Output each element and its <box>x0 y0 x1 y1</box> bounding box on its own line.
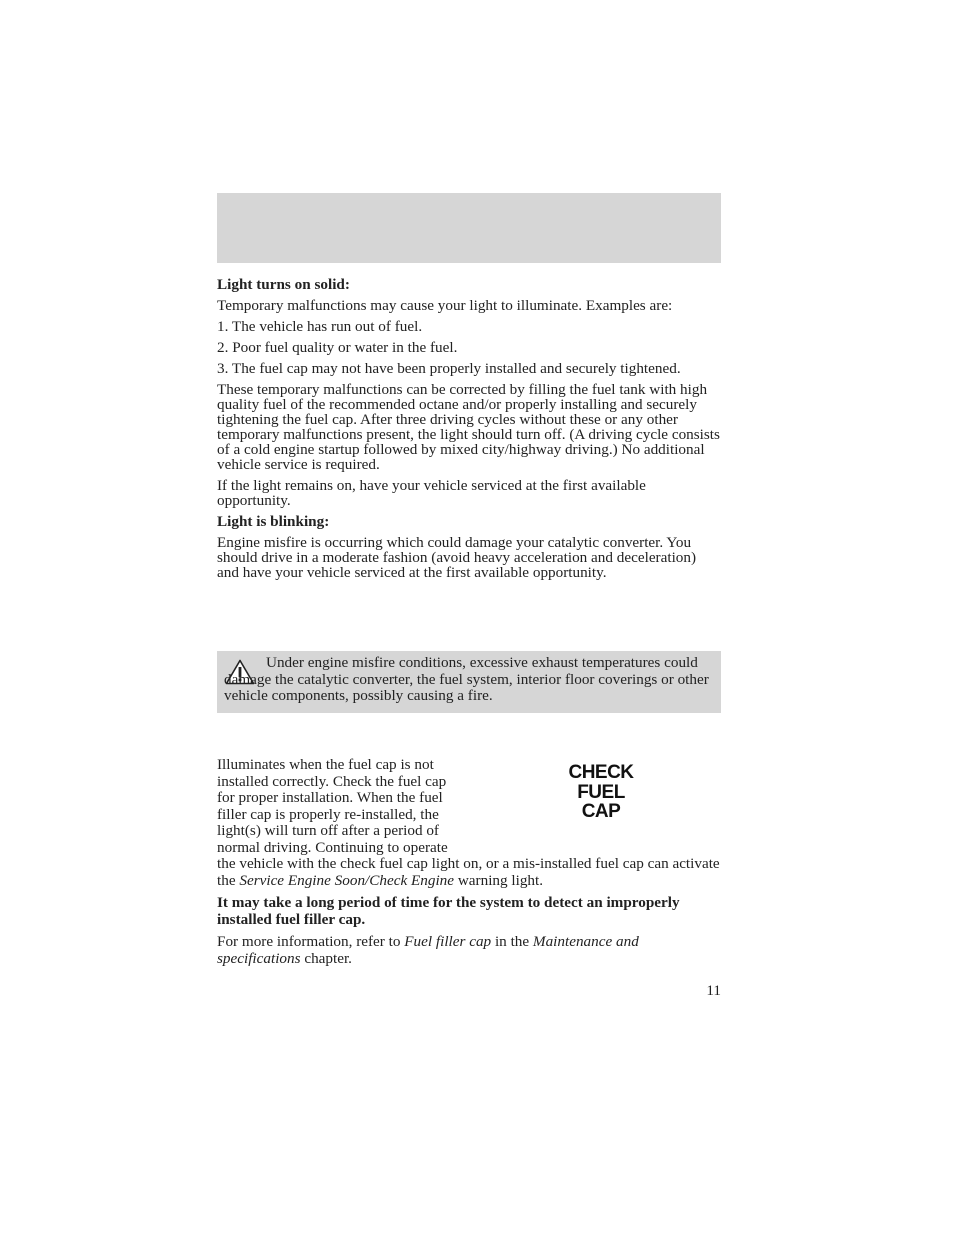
indicator-line: FUEL <box>577 781 625 803</box>
light-solid-section <box>217 277 721 586</box>
list-item: 1. The vehicle has run out of fuel. <box>217 318 423 335</box>
check-fuel-cap-body-end: warning light. <box>457 871 544 889</box>
service-engine-soon-ref: Service Engine Soon/Check Engine <box>239 871 455 889</box>
list-item: 3. The fuel cap may not have been properly installed and securely tightened. <box>217 360 681 377</box>
fuel-filler-cap-ref: Fuel filler cap <box>404 933 492 950</box>
light-solid-heading: Light turns on solid: <box>217 276 350 293</box>
more-info-mid: in the <box>494 933 530 950</box>
indicator-float-space <box>467 757 721 840</box>
list-item: 2. Poor fuel quality or water in the fuel. <box>217 339 458 356</box>
section-header-band <box>217 193 721 263</box>
page-number: 11 <box>706 982 721 999</box>
light-solid-intro: Temporary malfunctions may cause your light to illuminate. Examples are: <box>217 297 673 314</box>
correction-paragraph: These temporary malfunctions can be corrected by filling the fuel tank with high quality fuel of the recommended octane and/or properly installing and securely tightening the fuel cap. After three driving cycles without these or any other temporary malfunctions present, the light should turn off. (A driving cycle consists of a cold engine startup followed by mixed city/highway driving.) No additional vehicle service is required. <box>217 381 720 473</box>
maintenance-chapter-ref: Maintenance and specifications <box>217 933 639 967</box>
indicator-line: CAP <box>581 801 621 822</box>
more-info-prefix: For more information, refer to <box>217 933 401 950</box>
warning-text: Under engine misfire conditions, excessive exhaust temperatures could damage the catalytic converter, the fuel system, interior floor coverings or other vehicle components, possibly causing a fire. <box>224 654 709 704</box>
remains-on-paragraph: If the light remains on, have your vehicle serviced at the first available opportunity. <box>217 477 646 509</box>
warning-box <box>217 651 721 713</box>
light-blinking-heading: Light is blinking: <box>217 513 330 530</box>
indicator-line: CHECK <box>568 762 634 783</box>
more-info-suffix: chapter. <box>304 949 352 967</box>
check-fuel-cap-body-text: Illuminates when the fuel cap is not installed correctly. Check the fuel cap for proper installation. When the fuel filler cap is properly re-installed, the light(s) will turn off after a period of normal driving. Continuing to operate the vehicle with the check fuel cap light on, or a mis-installed fuel cap can activate the <box>217 756 720 889</box>
light-blinking-body: Engine misfire is occurring which could damage your catalytic converter. You should drive in a moderate fashion (avoid heavy acceleration and deceleration) and have your vehicle serviced at the first available opportunity. <box>217 534 697 581</box>
detection-delay-note: It may take a long period of time for the system to detect an improperly installed fuel filler cap. <box>217 894 680 928</box>
check-fuel-cap-text <box>217 757 721 889</box>
fuel-cap-notes <box>217 895 721 973</box>
more-info-paragraph <box>217 934 721 967</box>
